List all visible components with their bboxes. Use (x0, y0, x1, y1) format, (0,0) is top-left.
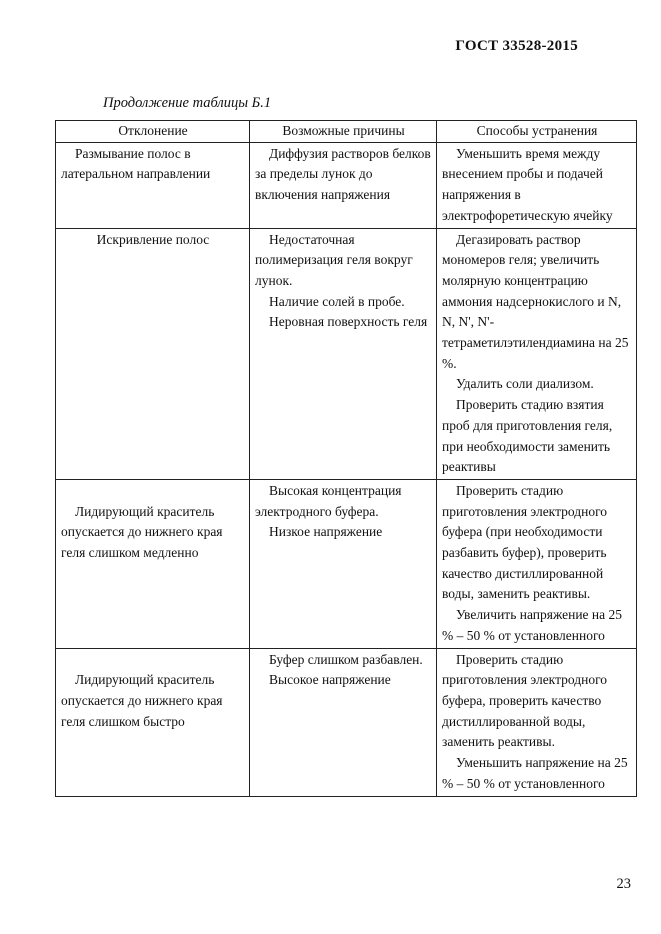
remedies-cell (437, 648, 637, 796)
cause-text: Диффузия растворов белков за пределы лунок до включения напряжения (255, 145, 431, 203)
standard-code: ГОСТ 33528-2015 (455, 38, 578, 54)
remedy-text: Дегазировать раствор мономеров геля; увеличить молярную концентрацию аммония надсернокислого и N, N, N', N'-тетраметилэтилендиамина на 25 %. (442, 231, 629, 371)
table-row (56, 648, 637, 796)
causes-cell (250, 228, 437, 479)
cause-text: Низкое напряжение (269, 524, 383, 540)
page-number: 23 (616, 876, 631, 892)
deviation-text: Лидирующий краситель опускается до нижнего края геля слишком быстро (61, 672, 223, 729)
remedy-text: Проверить стадию взятия проб для приготовления геля, при необходимости заменить реактивы (442, 397, 613, 475)
cause-text: Недостаточная полимеризация геля вокруг лунок. (255, 231, 413, 288)
deviation-cell (56, 648, 250, 796)
table-row (56, 142, 637, 228)
causes-cell (250, 479, 437, 648)
cause-text: Буфер слишком разбавлен. (269, 651, 423, 667)
deviation-text: Искривление полос (96, 231, 210, 247)
deviations-table (55, 120, 637, 797)
table-caption: Продолжение таблицы Б.1 (103, 95, 272, 111)
remedies-cell (437, 479, 637, 648)
remedy-text: Увеличить напряжение на 25 % – 50 % от установленного (442, 607, 623, 643)
deviation-cell (56, 479, 250, 648)
column-header-causes: Возможные причины (250, 121, 437, 143)
remedy-text: Уменьшить напряжение на 25 % – 50 % от установленного (442, 755, 628, 791)
cause-text: Неровная поверхность геля (269, 314, 428, 330)
remedy-text: Проверить стадию приготовления электродного буфера, проверить качество дистиллированной воды, заменить реактивы. (442, 651, 608, 750)
table-row (56, 228, 637, 479)
causes-cell (250, 142, 437, 228)
table-header-row (56, 121, 637, 143)
cause-text: Наличие солей в пробе. (269, 293, 405, 309)
column-header-deviation: Отклонение (56, 121, 250, 143)
remedies-cell (437, 228, 637, 479)
deviation-cell (56, 142, 250, 228)
cause-text: Высокое напряжение (269, 672, 391, 688)
remedy-text: Проверить стадию приготовления электродного буфера (при необходимости разбавить буфер), проверить качество дистиллированной воды, заменить реактивы. (442, 482, 608, 602)
deviation-cell (56, 228, 250, 479)
causes-cell (250, 648, 437, 796)
remedy-text: Удалить соли диализом. (456, 376, 594, 392)
deviation-text: Размывание полос в латеральном направлении (61, 145, 211, 182)
cause-text: Высокая концентрация электродного буфера. (255, 482, 402, 519)
column-header-remedies: Способы устранения (437, 121, 637, 143)
remedy-text: Уменьшить время между внесением пробы и подачей напряжения в электрофоретическую ячейку (442, 145, 613, 223)
deviation-text: Лидирующий краситель опускается до нижнего края геля слишком медленно (61, 503, 223, 561)
table-row (56, 479, 637, 648)
remedies-cell (437, 142, 637, 228)
